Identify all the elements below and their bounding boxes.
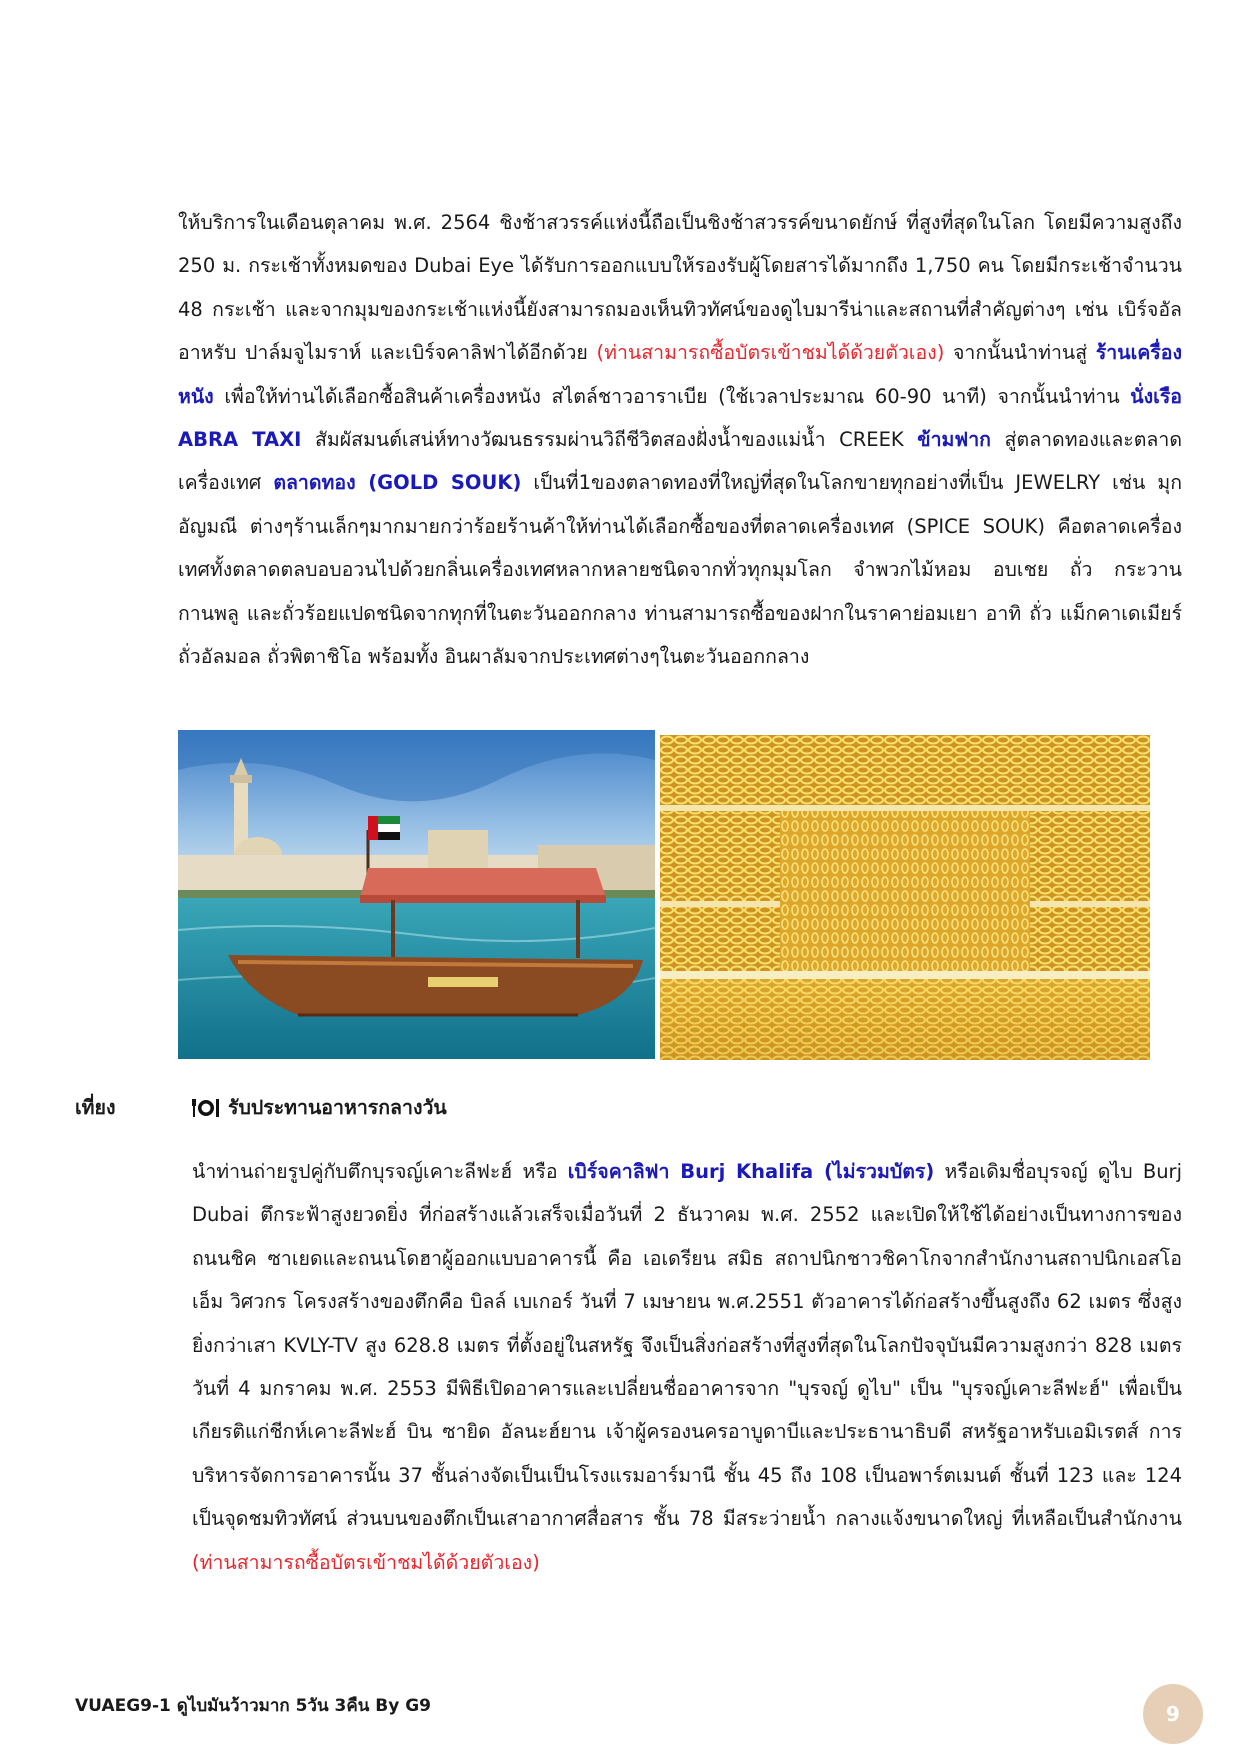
leather-shop-highlight: ร้านเครื่องหนัง bbox=[178, 341, 1182, 408]
section1-text-1: ให้บริการในเดือนตุลาคม พ.ศ. 2564 ชิงช้าสวรรค์แห่งนี้ถือเป็นชิงช้าสวรรค์ขนาดยักษ์ ที่สูงที่สุดในโลก โดยมีความสูงถึง 250 ม. กระเช้าทั้งหมดของ Dubai Eye ได้รับการออกแบบให้รองรับผู้โดยสารได้มากถึง 1,750 คน โดยมีกระเช้าจำนวน 48 กระเช้า และจากมุมของกระเช้าแห่งนี้ยังสามารถมองเห็นทิวทัศน์ของดูไบมารีน่าและสถานที่สำคัญต่างๆ เช่น เบิร์จอัลอาหรับ ปาล์มจูไมราห์ และเบิร์จคาลิฟาได้อีกด้วย bbox=[178, 211, 1182, 365]
crossing-highlight: ข้ามฟาก bbox=[917, 428, 991, 452]
self-ticket-note: (ท่านสามารถซื้อบัตรเข้าชมได้ด้วยตัวเอง) bbox=[596, 341, 945, 365]
gold-souk-highlight: ตลาดทอง (GOLD SOUK) bbox=[273, 471, 522, 495]
meal-time-label: เที่ยง bbox=[75, 1096, 116, 1119]
section1-text-3: เพื่อให้ท่านได้เลือกซื้อสินค้าเครื่องหนัง สไตล์ชาวอาราเบีย (ใช้เวลาประมาณ 60-90 นาที) จากนั้นนำท่าน bbox=[213, 384, 1131, 408]
page-number-badge: 9 bbox=[1143, 1684, 1203, 1744]
section2-text-2: หรือเดิมชื่อบุรจญ์ ดูไบ Burj Dubai ตึกระฟ้าสูงยวดยิ่ง ที่ก่อสร้างแล้วเสร็จเมื่อวันที่ 2 ธันวาคม พ.ศ. 2552 และเปิดให้ใช้ได้อย่างเป็นทางการของถนนชิค ซาเยดและถนนโดฮาผู้ออกแบบอาคารนี้ คือ เอเดรียน สมิธ สถาปนิกชาวชิคาโกจากสำนักงานสถาปนิกเอสโอเอ็ม วิศวกร โครงสร้างของตึกคือ บิลล์ เบเกอร์ วันที่ 7 เมษายน พ.ศ.2551 ตัวอาคารได้ก่อสร้างขึ้นสูงถึง 62 เมตร ซึ่งสูง ยิ่งกว่าเสา KVLY-TV สูง 628.8 เมตร ที่ตั้งอยู่ในสหรัฐ จึงเป็นสิ่งก่อสร้างที่สูงที่สุดในโลกปัจจุบันมีความสูงกว่า 828 เมตร วันที่ 4 มกราคม พ.ศ. 2553 มีพิธีเปิดอาคารและเปลี่ยนชื่ออาคารจาก "บุรจญ์ ดูไบ" เป็น "บุรจญ์เคาะลีฟะฮ์" เพื่อเป็นเกียรติแก่ชีกห์เคาะลีฟะฮ์ บิน ซายิด อัลนะฮ์ยาน เจ้าผู้ครองนครอาบูดาบีและประธานาธิบดี สหรัฐอาหรับเอมิเรตส์ การบริหารจัดการอาคารนั้น 37 ชั้นล่างจัดเป็นเป็นโรงแรมอาร์มานี ชั้น 45 ถึง 108 เป็นอพาร์ตเมนต์ ชั้นที่ 123 และ 124 เป็นจุดชมทิวทัศน์ ส่วนบนของตึกเป็นเสาอากาศสื่อสาร ชั้น 78 มีสระว่ายน้ำ กลางแจ้งขนาดใหญ่ ที่เหลือเป็นสำนักงาน bbox=[192, 1160, 1182, 1531]
self-ticket-note-2: (ท่านสามารถซื้อบัตรเข้าชมได้ด้วยตัวเอง) bbox=[192, 1550, 540, 1574]
plate-cutlery-icon bbox=[192, 1097, 220, 1119]
section2-paragraph bbox=[192, 1150, 1182, 1584]
section1-text-5: สู่ตลาดทองและตลาดเครื่องเทศ bbox=[178, 428, 1182, 495]
section1-paragraph bbox=[178, 201, 1182, 678]
abra-boat-photo bbox=[178, 730, 655, 1059]
section1-text-2: จากนั้นนำท่านสู่ bbox=[944, 341, 1096, 365]
section1-text-6: เป็นที่1ของตลาดทองที่ใหญ่ที่สุดในโลกขายทุกอย่างที่เป็น JEWELRY เช่น มุกอัญมณี ต่างๆร้านเล็กๆมากมายกว่าร้อยร้านค้าให้ท่านได้เลือกซื้อของที่ตลาดเครื่องเทศ (SPICE SOUK) คือตลาดเครื่องเทศทั้งตลาดตลบอบอวนไปด้วยกลิ่นเครื่องเทศหลากหลายชนิดจากทั่วทุกมุมโลก จำพวกไม้หอม อบเชย ถั่ว กระวาน กานพลู และถั่วร้อยแปดชนิดจากทุกที่ในตะวันออกกลาง ท่านสามารถซื้อของฝากในราคาย่อมเยา อาทิ ถั่ว แม็กคาเดเมียร์ ถั่วอัลมอล ถั่วพิตาชิโอ พร้อมทั้ง อินผาลัมจากประเทศต่างๆในตะวันออกกลาง bbox=[178, 471, 1183, 669]
section1-text-4: สัมผัสมนต์เสน่ห์ทางวัฒนธรรมผ่านวิถีชีวิตสองฝั่งน้ำของแม่น้ำ CREEK bbox=[301, 428, 918, 452]
meal-row bbox=[192, 1092, 447, 1123]
gold-souk-photo bbox=[660, 735, 1150, 1060]
burj-khalifa-highlight: เบิร์จคาลิฟา Burj Khalifa (ไม่รวมบัตร) bbox=[567, 1160, 935, 1183]
abra-taxi-highlight: นั่งเรือ ABRA TAXI bbox=[178, 384, 1182, 452]
footer-text: VUAEG9-1 ดูไบมันว้าวมาก 5วัน 3คืน By G9 bbox=[75, 1696, 431, 1716]
meal-text: รับประทานอาหารกลางวัน bbox=[228, 1096, 447, 1119]
section2-text-1: นำท่านถ่ายรูปคู่กับตึกบุรจญ์เคาะลีฟะฮ์ หรือ bbox=[192, 1160, 568, 1183]
